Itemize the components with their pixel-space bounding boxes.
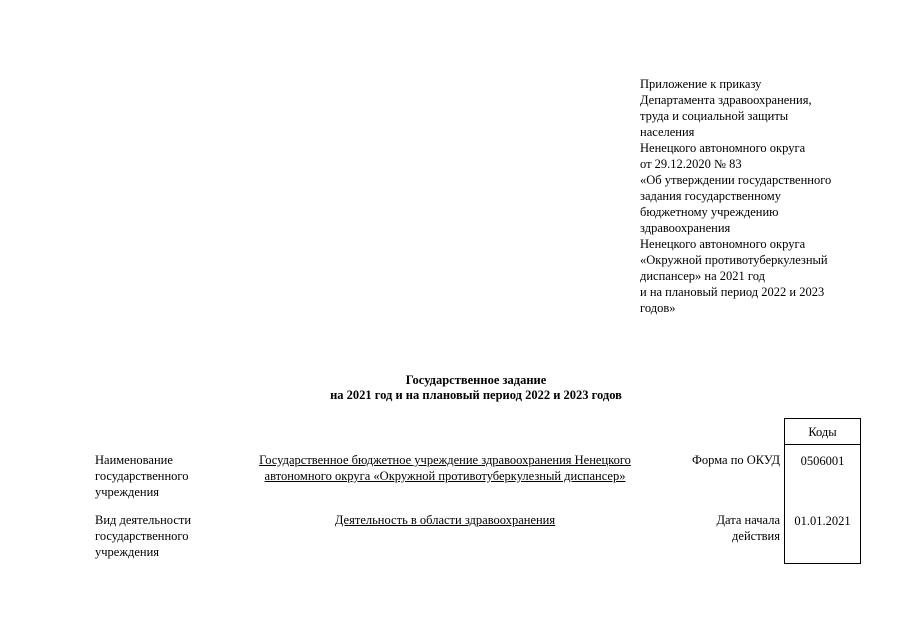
title-line-1: Государственное задание <box>405 373 547 387</box>
institution-name-value <box>225 452 665 484</box>
appendix-line: задания государственному <box>640 189 781 203</box>
institution-label-line: государственного <box>95 469 189 483</box>
appendix-line: здравоохранения <box>640 221 731 235</box>
institution-label-line: Наименование <box>95 453 173 467</box>
institution-name-line: автономного округа «Окружной противотуберкулезный диспансер» <box>264 469 626 483</box>
appendix-line: Ненецкого автономного округа <box>640 237 806 251</box>
title-line-2: на 2021 год и на плановый период 2022 и 2023 годов <box>330 388 622 402</box>
appendix-line: Приложение к приказу <box>640 77 762 91</box>
activity-label-line: государственного <box>95 529 189 543</box>
activity-label <box>95 512 230 560</box>
institution-label-line: учреждения <box>95 485 160 499</box>
appendix-line: годов» <box>640 301 676 315</box>
appendix-line: населения <box>640 125 695 139</box>
appendix-block <box>640 76 875 316</box>
appendix-line: Ненецкого автономного округа <box>640 141 806 155</box>
institution-name-line: Государственное бюджетное учреждение здравоохранения Ненецкого <box>259 453 631 467</box>
codes-table <box>784 418 861 564</box>
activity-label-line: учреждения <box>95 545 160 559</box>
okud-code-value: 0506001 <box>800 454 845 468</box>
document-title <box>0 373 905 403</box>
start-date-label-line: действия <box>732 529 780 543</box>
appendix-line: труда и социальной защиты <box>640 109 789 123</box>
okud-form-label: Форма по ОКУД <box>692 453 780 467</box>
appendix-line: «Окружной противотуберкулезный <box>640 253 828 267</box>
appendix-line: «Об утверждении государственного <box>640 173 832 187</box>
appendix-line: бюджетному учреждению <box>640 205 779 219</box>
start-date-value: 01.01.2021 <box>794 514 851 528</box>
activity-label-line: Вид деятельности <box>95 513 192 527</box>
start-date-label-line: Дата начала <box>716 513 780 527</box>
codes-header: Коды <box>785 419 860 445</box>
start-date-label <box>660 512 780 544</box>
appendix-line: от 29.12.2020 № 83 <box>640 157 742 171</box>
appendix-line: диспансер» на 2021 год <box>640 269 765 283</box>
appendix-line: Департамента здравоохранения, <box>640 93 812 107</box>
appendix-line: и на плановый период 2022 и 2023 <box>640 285 825 299</box>
institution-label <box>95 452 230 500</box>
activity-value: Деятельность в области здравоохранения <box>334 513 556 527</box>
